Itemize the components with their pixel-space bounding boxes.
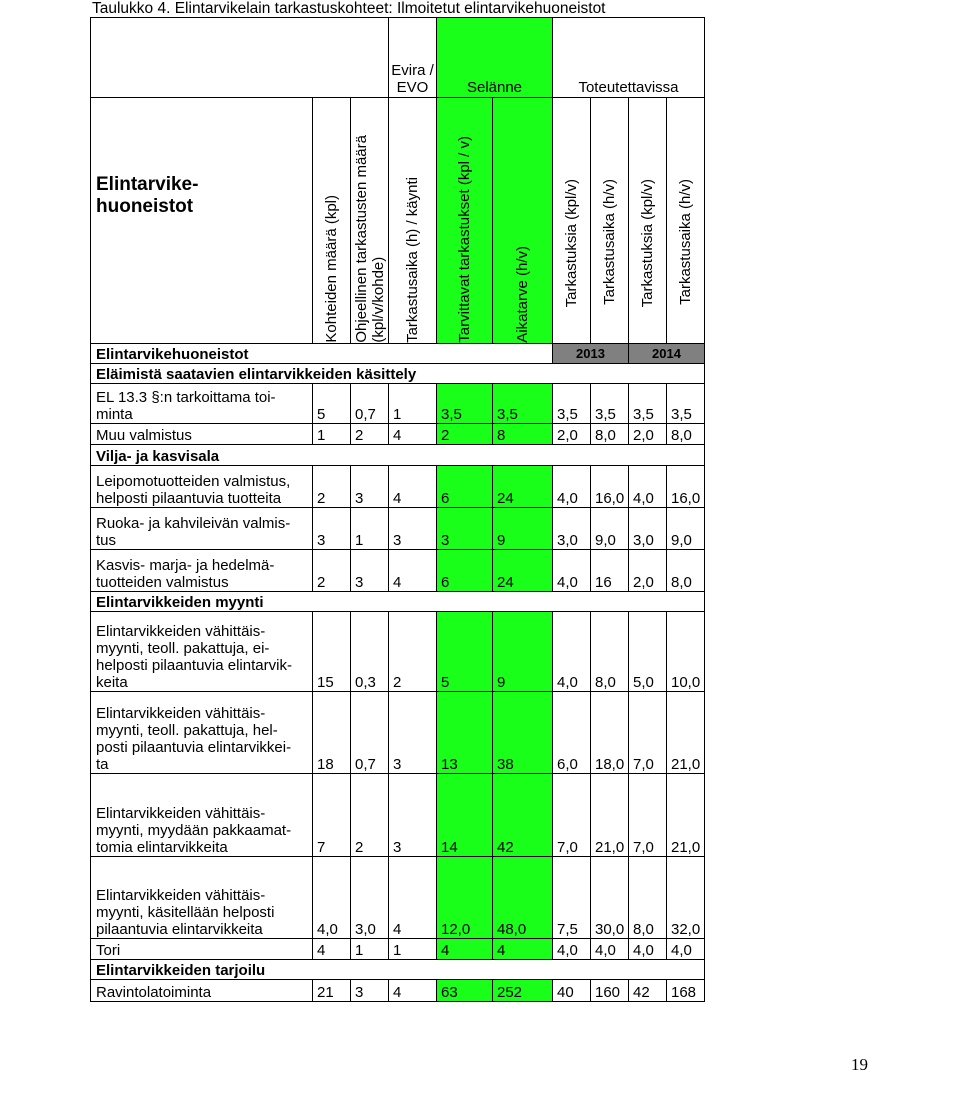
cell-2013-kpl: 4,0 [553,939,591,960]
cell-2014-kpl: 3,5 [629,384,667,424]
row-label: EL 13.3 §:n tarkoittama toi- minta [91,384,313,424]
row-label: Muu valmistus [91,424,313,445]
cell-kohteiden-maara: 1 [313,424,351,445]
cell-2013-h: 16,0 [591,466,629,508]
cell-kohteiden-maara: 3 [313,508,351,550]
table-row [91,466,705,508]
cell-tarkastusaika: 4 [389,424,437,445]
cell-tarkastusaika: 4 [389,980,437,1002]
cell-2014-h: 8,0 [667,550,705,592]
cell-tarvittavat: 6 [437,550,493,592]
cell-tarvittavat: 14 [437,774,493,857]
section-vilja-kasvis: Vilja- ja kasvisala [91,445,705,466]
cell-ohjeellinen: 0,3 [351,612,389,692]
table-row [91,384,705,424]
row-label: Ravintolatoiminta [91,980,313,1002]
cell-2014-h: 9,0 [667,508,705,550]
cell-tarkastusaika: 4 [389,466,437,508]
table-row [91,939,705,960]
cell-tarvittavat: 3,5 [437,384,493,424]
cell-2014-kpl: 5,0 [629,612,667,692]
cell-aikatarve: 4 [493,939,553,960]
cell-2013-h: 9,0 [591,508,629,550]
cell-2013-kpl: 4,0 [553,466,591,508]
cell-2014-h: 21,0 [667,774,705,857]
row-label-header: Elintarvike- huoneistot [91,98,313,344]
section-animal-products: Eläimistä saatavien elintarvikkeiden käsittely [91,364,705,384]
cell-2013-kpl: 7,0 [553,774,591,857]
cell-2013-h: 30,0 [591,857,629,939]
cell-kohteiden-maara: 7 [313,774,351,857]
cell-2014-kpl: 4,0 [629,939,667,960]
cell-2014-h: 10,0 [667,612,705,692]
cell-2014-h: 32,0 [667,857,705,939]
cell-tarvittavat: 2 [437,424,493,445]
section-elintarvikehuoneistot: Elintarvikehuoneistot [91,344,553,364]
cell-2014-kpl: 4,0 [629,466,667,508]
cell-2014-kpl: 8,0 [629,857,667,939]
row-label: Elintarvikkeiden vähittäis- myynti, teoll. pakattuja, hel- posti pilaantuvia elintarvikkei- ta [91,692,313,774]
col-header-2: Ohjeellinen tarkastusten määrä (kpl/v/kohde) [351,98,389,344]
cell-2013-h: 8,0 [591,612,629,692]
cell-aikatarve: 24 [493,466,553,508]
cell-aikatarve: 38 [493,692,553,774]
cell-aikatarve: 252 [493,980,553,1002]
cell-2013-kpl: 4,0 [553,550,591,592]
cell-2014-h: 168 [667,980,705,1002]
cell-ohjeellinen: 2 [351,424,389,445]
cell-2013-kpl: 6,0 [553,692,591,774]
row-label: Elintarvikkeiden vähittäis- myynti, teoll. pakattuja, ei- helposti pilaantuvia elintarvik- keita [91,612,313,692]
cell-ohjeellinen: 1 [351,939,389,960]
table-row [91,980,705,1002]
cell-aikatarve: 3,5 [493,384,553,424]
cell-2013-h: 18,0 [591,692,629,774]
col-header-5: Aikatarve (h/v) [493,98,553,344]
cell-tarkastusaika: 4 [389,550,437,592]
cell-tarvittavat: 6 [437,466,493,508]
section-tarjoilu: Elintarvikkeiden tarjoilu [91,960,705,980]
cell-tarvittavat: 63 [437,980,493,1002]
cell-ohjeellinen: 3 [351,466,389,508]
col-header-4: Tarvittavat tarkastukset (kpl / v) [437,98,493,344]
cell-tarvittavat: 13 [437,692,493,774]
row-label: Elintarvikkeiden vähittäis- myynti, käsitellään helposti pilaantuvia elintarvikkeita [91,857,313,939]
cell-aikatarve: 48,0 [493,857,553,939]
row-label: Kasvis- marja- ja hedelmä- tuotteiden valmistus [91,550,313,592]
cell-tarkastusaika: 4 [389,857,437,939]
cell-2014-kpl: 2,0 [629,550,667,592]
header-blank [91,18,389,98]
cell-tarkastusaika: 3 [389,774,437,857]
section-row [91,344,705,364]
cell-2013-h: 4,0 [591,939,629,960]
cell-tarkastusaika: 3 [389,692,437,774]
year-2013: 2013 [553,344,629,364]
cell-tarkastusaika: 1 [389,939,437,960]
cell-tarvittavat: 5 [437,612,493,692]
inspection-table [90,17,705,1002]
col-header-1: Kohteiden määrä (kpl) [313,98,351,344]
cell-ohjeellinen: 2 [351,774,389,857]
cell-tarvittavat: 4 [437,939,493,960]
section-row [91,960,705,980]
section-row [91,445,705,466]
col-header-9: Tarkastusaika (h/v) [667,98,705,344]
col-header-8: Tarkastuksia (kpl/v) [629,98,667,344]
cell-aikatarve: 9 [493,508,553,550]
cell-ohjeellinen: 3 [351,550,389,592]
cell-2013-h: 16 [591,550,629,592]
row-label: Ruoka- ja kahvileivän valmis- tus [91,508,313,550]
cell-kohteiden-maara: 4,0 [313,857,351,939]
cell-kohteiden-maara: 2 [313,550,351,592]
cell-2014-kpl: 3,0 [629,508,667,550]
row-label: Leipomotuotteiden valmistus, helposti pilaantuvia tuotteita [91,466,313,508]
cell-tarkastusaika: 2 [389,612,437,692]
cell-2014-h: 16,0 [667,466,705,508]
cell-2013-kpl: 3,5 [553,384,591,424]
year-2014: 2014 [629,344,705,364]
col-header-7: Tarkastusaika (h/v) [591,98,629,344]
table-row [91,424,705,445]
cell-2013-kpl: 2,0 [553,424,591,445]
row-label: Elintarvikkeiden vähittäis- myynti, myydään pakkaamat- tomia elintarvikkeita [91,774,313,857]
cell-2014-kpl: 42 [629,980,667,1002]
table-row [91,857,705,939]
cell-kohteiden-maara: 15 [313,612,351,692]
table-row [91,550,705,592]
col-header-3: Tarkastusaika (h) / käynti [389,98,437,344]
cell-kohteiden-maara: 21 [313,980,351,1002]
cell-kohteiden-maara: 18 [313,692,351,774]
section-row [91,592,705,612]
cell-2014-h: 4,0 [667,939,705,960]
cell-2014-kpl: 7,0 [629,692,667,774]
header-selanne: Selänne [437,18,553,98]
cell-2013-kpl: 3,0 [553,508,591,550]
cell-2013-h: 160 [591,980,629,1002]
cell-2013-h: 3,5 [591,384,629,424]
cell-2014-kpl: 2,0 [629,424,667,445]
cell-2013-kpl: 4,0 [553,612,591,692]
col-header-6: Tarkastuksia (kpl/v) [553,98,591,344]
header-toteutettavissa: Toteutettavissa [553,18,705,98]
row-label: Tori [91,939,313,960]
cell-2013-kpl: 7,5 [553,857,591,939]
cell-ohjeellinen: 1 [351,508,389,550]
table-row [91,612,705,692]
cell-kohteiden-maara: 5 [313,384,351,424]
cell-tarvittavat: 3 [437,508,493,550]
cell-kohteiden-maara: 2 [313,466,351,508]
cell-2013-h: 21,0 [591,774,629,857]
section-row [91,364,705,384]
cell-kohteiden-maara: 4 [313,939,351,960]
table-row [91,774,705,857]
cell-2014-h: 8,0 [667,424,705,445]
header-row-columns [91,98,705,344]
page-number: 19 [851,1055,868,1074]
table-row [91,692,705,774]
section-myynti: Elintarvikkeiden myynti [91,592,705,612]
inspection-table-container [90,17,705,1002]
cell-2014-h: 3,5 [667,384,705,424]
cell-aikatarve: 24 [493,550,553,592]
cell-aikatarve: 8 [493,424,553,445]
table-row [91,508,705,550]
cell-ohjeellinen: 3 [351,980,389,1002]
cell-aikatarve: 42 [493,774,553,857]
cell-ohjeellinen: 0,7 [351,692,389,774]
cell-ohjeellinen: 3,0 [351,857,389,939]
cell-tarkastusaika: 3 [389,508,437,550]
cell-2014-h: 21,0 [667,692,705,774]
cell-ohjeellinen: 0,7 [351,384,389,424]
cell-2014-kpl: 7,0 [629,774,667,857]
cell-aikatarve: 9 [493,612,553,692]
cell-tarvittavat: 12,0 [437,857,493,939]
header-row-top [91,18,705,98]
cell-2013-h: 8,0 [591,424,629,445]
cell-tarkastusaika: 1 [389,384,437,424]
table-caption: Taulukko 4. Elintarvikelain tarkastuskohteet: Ilmoitetut elintarvikehuoneistot [92,0,606,17]
cell-2013-kpl: 40 [553,980,591,1002]
header-evira: Evira / EVO [389,18,437,98]
